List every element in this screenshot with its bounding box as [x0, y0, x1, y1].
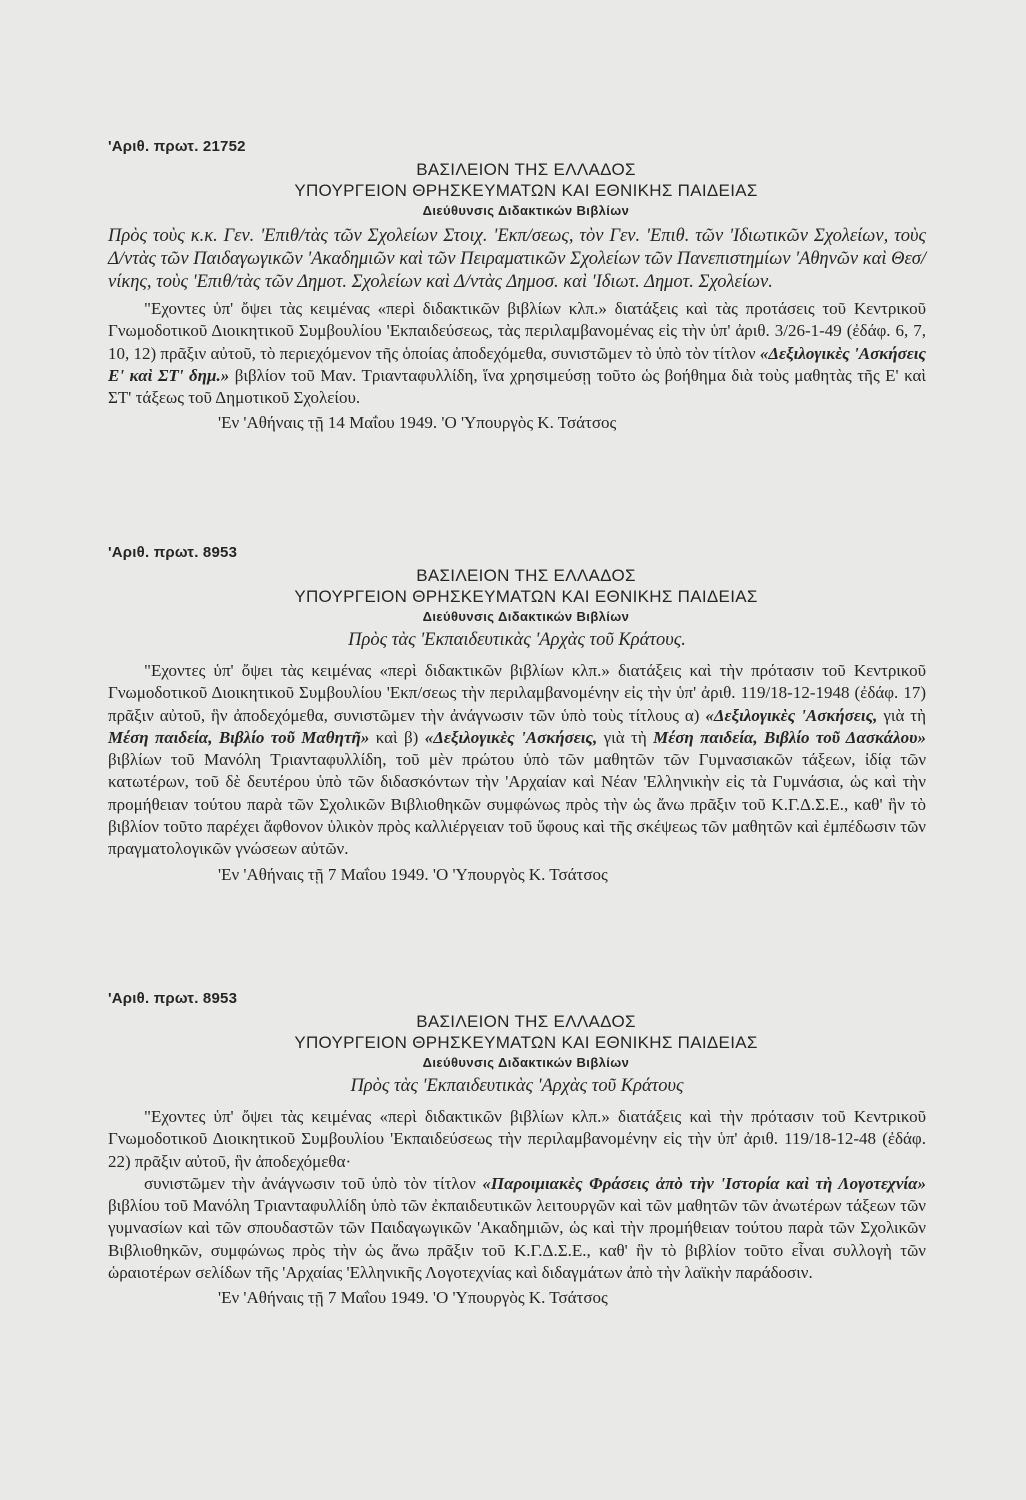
ministry-heading: ΥΠΟΥΡΓΕΙΟΝ ΘΡΗΣΚΕΥΜΑΤΩΝ ΚΑΙ ΕΘΝΙΚΗΣ ΠΑΙΔΕΙΑΣ — [294, 1033, 758, 1052]
closing-signature: 'Εν 'Αθήναις τῇ 7 Μαΐου 1949. 'Ο 'Υπουργὸς Κ. Τσάτσος — [218, 864, 608, 884]
addressee: Πρὸς τοὺς κ.κ. Γεν. 'Επιθ/τὰς τῶν Σχολείων Στοιχ. 'Εκπ/σεως, τὸν Γεν. 'Επιθ. τῶν 'Ιδιωτικῶν Σχολείων, τοὺς Δ/ντὰς τῶν Παιδαγωγικῶν 'Ακαδημιῶν καὶ τῶν Πειραματικῶν Σχολείων τῶν Πανεπιστημίων 'Αθηνῶν καὶ Θεσ/νίκης, τοὺς 'Επιθ/τὰς τῶν Δημοτ. Σχολείων καὶ Δ/ντὰς Δημοσ. καὶ 'Ιδιωτ. Δημοτ. Σχολείων. — [108, 226, 926, 292]
body-paragraph — [108, 298, 926, 409]
protocol-number: 'Αριθ. πρωτ. 8953 — [108, 544, 238, 561]
decision-8953-b — [108, 990, 926, 1309]
book-title: «Δεξιλογικὲς 'Ασκήσεις, — [424, 727, 598, 747]
letterhead — [126, 159, 926, 221]
kingdom-heading: ΒΑΣΙΛΕΙΟΝ ΤΗΣ ΕΛΛΑΔΟΣ — [416, 160, 636, 179]
book-title: «Παροιμιακὲς Φράσεις ἀπὸ τὴν 'Ιστορία καὶ τὴ Λογοτεχνία» — [482, 1173, 926, 1193]
book-title: Μέση παιδεία, Βιβλίο τοῦ Μαθητῆ» — [108, 727, 370, 747]
decision-8953-a — [108, 544, 926, 886]
closing-signature: 'Εν 'Αθήναις τῇ 14 Μαΐου 1949. 'Ο 'Υπουργὸς Κ. Τσάτσος — [218, 413, 617, 433]
book-title: Μέση παιδεία, Βιβλίο τοῦ Δασκάλου» — [653, 727, 926, 747]
body-text: καὶ β) — [375, 727, 419, 747]
body-text: "Εχοντες ὑπ' ὄψει τὰς κειμένας «περὶ διδακτικῶν βιβλίων κλπ.» διατάξεις καὶ τὰς προτάσεις τοῦ Κεντρικοῦ Γνωμοδοτικοῦ Διοικητικοῦ Συμβουλίου 'Εκπαιδεύσεως, τὰς περιλαμβανομένας εἰς τὴν ὑπ' ἀριθ. 3/26-1-49 (ἐδάφ. 6, 7, 10, 12) πρᾶξιν αὐτοῦ, τὸ περιεχόμενον τῆς ὁποίας ἀποδεχόμεθα, συνιστῶμεν τὸ ὑπὸ τὸν τίτλον — [108, 299, 926, 363]
department-heading: Διεύθυνσις Διδακτικών Βιβλίων — [422, 1055, 630, 1070]
department-heading: Διεύθυνσις Διδακτικών Βιβλίων — [422, 203, 630, 218]
addressee: Πρὸς τὰς 'Εκπαιδευτικὰς 'Αρχὰς τοῦ Κράτους. — [348, 630, 686, 650]
body-text: βιβλίον τοῦ Μαν. Τριανταφυλλίδη, ἵνα χρησιμεύσῃ τοῦτο ὡς βοήθημα διὰ τοὺς μαθητὰς τῆς Ε' καὶ ΣΤ' τάξεως τοῦ Δημοτικοῦ Σχολείου. — [108, 365, 926, 408]
body-text: βιβλίου τοῦ Μανόλη Τριανταφυλλίδη ὑπὸ τῶν ἐκπαιδευτικῶν λειτουργῶν καὶ τῶν μαθητῶν τῶν ἀνωτέρων τάξεων τῶν γυμνασίων καὶ τῶν σπουδαστῶν τῶν Παιδαγωγικῶν 'Ακαδημιῶν, ὡς καὶ τὴν προμήθειαν τούτου παρὰ τῶν Σχολικῶν Βιβλιοθηκῶν, συμφώνως πρὸς τὴν ὡς ἄνω πρᾶξιν τοῦ Κ.Γ.Δ.Σ.Ε., καθ' ἣν τὸ βιβλίον τοῦτο εἶναι συλλογὴ τῶν ὡραιοτέρων σελίδων τῆς 'Αρχαίας 'Ελληνικῆς Λογοτεχνίας καὶ διδαγμάτων ἀπὸ τὴν λαϊκὴν παράδοσιν. — [108, 1196, 926, 1283]
body-paragraph — [108, 1173, 926, 1284]
protocol-number: 'Αριθ. πρωτ. 8953 — [108, 990, 238, 1007]
kingdom-heading: ΒΑΣΙΛΕΙΟΝ ΤΗΣ ΕΛΛΑΔΟΣ — [416, 566, 636, 585]
letterhead — [126, 1011, 926, 1073]
book-title: «Δεξιλογικὲς 'Ασκήσεις Ε' καὶ ΣΤ' δημ.» — [108, 343, 927, 385]
letterhead — [126, 565, 926, 627]
body-text: συνιστῶμεν τὴν ἀνάγνωσιν τοῦ ὑπὸ τὸν τίτλον — [144, 1173, 476, 1193]
body-text: γιὰ τὴ — [883, 705, 927, 725]
department-heading: Διεύθυνσις Διδακτικών Βιβλίων — [422, 609, 630, 624]
body-text: "Εχοντες ὑπ' ὄψει τὰς κειμένας «περὶ διδακτικῶν βιβλίων κλπ.» διατάξεις καὶ τὴν πρότασιν τοῦ Κεντρικοῦ Γνωμοδοτικοῦ Διοικητικοῦ Συμβουλίου 'Εκπ/σεως τὴν περιλαμβανομένην εἰς τὴν ὑπ' ἀριθ. 119/18-12-1948 (ἐδάφ. 17) πρᾶξιν αὐτοῦ, ἣν ἀποδεχόμεθα, συνιστῶμεν τὴν ἀνάγνωσιν τῶν ὑπὸ τοὺς τίτλους α) — [108, 661, 926, 725]
body-text: "Εχοντες ὑπ' ὄψει τὰς κειμένας «περὶ διδακτικῶν βιβλίων κλπ.» διατάξεις καὶ τὴν πρότασιν τοῦ Κεντρικοῦ Γνωμοδοτικοῦ Διοικητικοῦ Συμβουλίου 'Εκπαιδεύσεως τὴν περιλαμβανομένην εἰς τὴν ὑπ' ἀριθ. 119/18-12-48 (ἐδάφ. 22) πρᾶξιν αὐτοῦ, ἣν ἀποδεχόμεθα· — [108, 1107, 926, 1171]
ministry-heading: ΥΠΟΥΡΓΕΙΟΝ ΘΡΗΣΚΕΥΜΑΤΩΝ ΚΑΙ ΕΘΝΙΚΗΣ ΠΑΙΔΕΙΑΣ — [294, 587, 758, 606]
addressee: Πρὸς τὰς 'Εκπαιδευτικὰς 'Αρχὰς τοῦ Κράτους — [350, 1076, 684, 1096]
kingdom-heading: ΒΑΣΙΛΕΙΟΝ ΤΗΣ ΕΛΛΑΔΟΣ — [416, 1012, 636, 1031]
closing-signature: 'Εν 'Αθήναις τῇ 7 Μαΐου 1949. 'Ο 'Υπουργὸς Κ. Τσάτσος — [218, 1288, 608, 1308]
book-title: «Δεξιλογικὲς 'Ασκήσεις, — [705, 705, 878, 725]
protocol-number: 'Αριθ. πρωτ. 21752 — [108, 138, 246, 155]
body-text: βιβλίων τοῦ Μανόλη Τριανταφυλλίδη, τοῦ μὲν πρώτου ὑπὸ τῶν μαθητῶν τῶν Γυμνασιακῶν τάξεων, ἰδίᾳ τῶν κατωτέρων, τοῦ δὲ δευτέρου ὑπὸ τῶν διδασκόντων τὴν 'Αρχαίαν καὶ Νέαν 'Ελληνικὴν εἰς τὰ Γυμνάσια, ὡς καὶ τὴν προμήθειαν τούτου παρὰ τῶν Σχολικῶν Βιβλιοθηκῶν συμφώνως πρὸς τὴν ὡς ἄνω πρᾶξιν τοῦ Κ.Γ.Δ.Σ.Ε., καθ' ἣν τὸ βιβλίον τοῦτο παρέχει ἄφθονον ὑλικὸν πρὸς καλλιέργειαν τοῦ ὕφους καὶ τῆς σκέψεως τῶν μαθητῶν καὶ ἐμπέδωσιν τῶν πραγματολογικῶν γνώσεων αὐτῶν. — [108, 750, 926, 859]
body-paragraph — [108, 660, 926, 861]
body-text: γιὰ τὴ — [603, 727, 647, 747]
decision-21752 — [108, 138, 926, 434]
ministry-heading: ΥΠΟΥΡΓΕΙΟΝ ΘΡΗΣΚΕΥΜΑΤΩΝ ΚΑΙ ΕΘΝΙΚΗΣ ΠΑΙΔΕΙΑΣ — [294, 181, 758, 200]
body-paragraph — [108, 1106, 926, 1173]
